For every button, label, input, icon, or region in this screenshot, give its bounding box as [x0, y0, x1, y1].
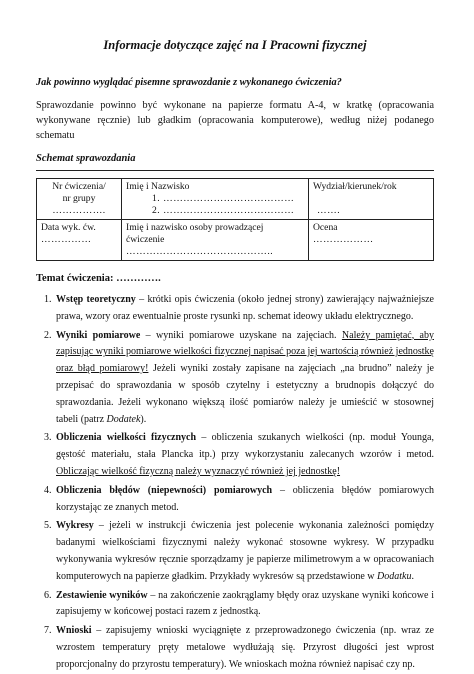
intro-paragraph: Sprawozdanie powinno być wykonane na papierze formatu A-4, w kratkę (opracowania wykonywane ręcznie) lub gładkim (opracowania komputerowe), według niżej podanego schematu	[36, 100, 434, 141]
cell-date	[37, 220, 122, 261]
name-line-1: 1. …………………………………	[152, 193, 295, 204]
step-reference: Dodatek	[106, 413, 141, 425]
cell-label: Imię i Nazwisko	[126, 181, 190, 192]
schema-heading: Schemat sprawozdania	[36, 153, 136, 164]
section-question: Jak powinno wyglądać pisemne sprawozdanie z wykonanego ćwiczenia?	[36, 77, 342, 88]
step-heading: Wnioski	[56, 625, 92, 637]
report-schema-table	[36, 178, 434, 261]
schema-divider	[36, 170, 434, 171]
cell-label: Data wyk. ćw.	[41, 222, 96, 233]
list-item	[54, 518, 434, 585]
step-text: – wyniki pomiarowe uzyskane na zajęciach.	[140, 329, 342, 341]
step-text: – jeżeli w instrukcji ćwiczenia jest polecenie wykonania zależności pomiędzy badanymi wielkościami fizycznymi należy wykonać stosowne wykresy. W przypadku wykonywania wykresów ręcznie sporządzamy je papierze milimetrowym a w opracowaniach komputerowych na papierze gładkim. Przykłady wykresów są przedstawione w	[56, 520, 434, 582]
step-text: .	[411, 570, 414, 582]
list-item	[54, 430, 434, 480]
report-steps-list	[36, 292, 434, 674]
cell-label: Wydział/kierunek/rok	[313, 181, 397, 192]
cell-placeholder: …….	[317, 205, 341, 216]
cell-instructor	[122, 220, 309, 261]
cell-label: Nr ćwiczenia/	[52, 181, 106, 192]
document-title: Informacje dotyczące zajęć na I Pracowni fizycznej	[103, 38, 367, 52]
cell-names	[122, 179, 309, 220]
step-emphasis: Należy pamiętać, aby zapisując wyniki pomiarowe wielkości fizycznej napisać poza jej wartością również jednostkę oraz błąd pomiarowy!	[56, 329, 434, 375]
step-text: – krótki opis ćwiczenia (około jednej strony) zawierający najważniejsze prawa, wzory oraz ewentualnie proste rysunki np. schemat ideowy układu elektrycznego.	[56, 294, 434, 322]
step-heading: Obliczenia błędów (niepewności) pomiarowych	[56, 484, 273, 496]
cell-label: nr grupy	[62, 193, 96, 204]
list-item	[54, 623, 434, 673]
cell-placeholder: …………….	[52, 205, 106, 216]
cell-placeholder: ………………	[313, 234, 374, 245]
step-text: – na zakończenie zaokrąglamy błędy oraz uzyskane wyniki końcowe i zapisujemy w końcowej postaci razem z jednostką.	[56, 589, 434, 618]
step-heading: Wstęp teoretyczny	[56, 294, 136, 305]
cell-label: Imię i nazwisko osoby prowadzącej ćwiczenie	[126, 222, 264, 245]
table-row	[37, 220, 434, 261]
step-reference: Dodatku	[377, 570, 412, 582]
step-text: – obliczenia błędów pomiarowych korzystając ze znanych metod.	[56, 484, 435, 513]
step-text: – zapisujemy wnioski wyciągnięte z przeprowadzonego ćwiczenia (np. wraz ze wzrostem temperatury pręty metalowe wydłużają się. Przyrost długości jest wprost proporcjonalny do przyrostu temperatury). We wnioskach można również napisać czy np.	[56, 625, 434, 670]
step-text: ).	[140, 413, 147, 425]
cell-faculty	[309, 179, 434, 220]
cell-label: Ocena	[313, 222, 338, 233]
list-item	[54, 588, 434, 622]
list-item	[54, 483, 434, 517]
step-heading: Obliczenia wielkości fizycznych	[56, 432, 197, 444]
step-text: Jeżeli wyniki zostały zapisane na zajęciach „na brudno” należy je przepisać do sprawozdania w sposób czytelny i estetyczny a brudnopis dołączyć do sprawozdania. Jeżeli wykonano większą ilość pomiarów należy je umieścić w stosownej tabeli (patrz	[56, 363, 434, 425]
step-text: – obliczenia szukanych wielkości (np. moduł Younga, gęstość materiału, stała Plancka itp.) przy wykorzystaniu zalecanych wzorów i metod.	[56, 432, 434, 461]
step-heading: Wyniki pomiarowe	[56, 329, 141, 341]
cell-exercise-group	[37, 179, 122, 220]
list-item	[54, 328, 434, 429]
step-emphasis: Obliczając wielkość fizyczną należy wyznaczyć również jej jednostkę!	[56, 465, 341, 477]
name-line-2: 2. …………………………………	[152, 205, 295, 216]
exercise-topic: Temat ćwiczenia: ………….	[36, 273, 161, 284]
list-item	[54, 292, 434, 326]
cell-placeholder: ……………	[41, 234, 92, 245]
step-heading: Wykresy	[56, 520, 94, 532]
step-heading: Zestawienie wyników	[56, 589, 148, 601]
cell-grade	[309, 220, 434, 261]
cell-placeholder: ……………………………………..	[126, 246, 274, 257]
table-row	[37, 179, 434, 220]
